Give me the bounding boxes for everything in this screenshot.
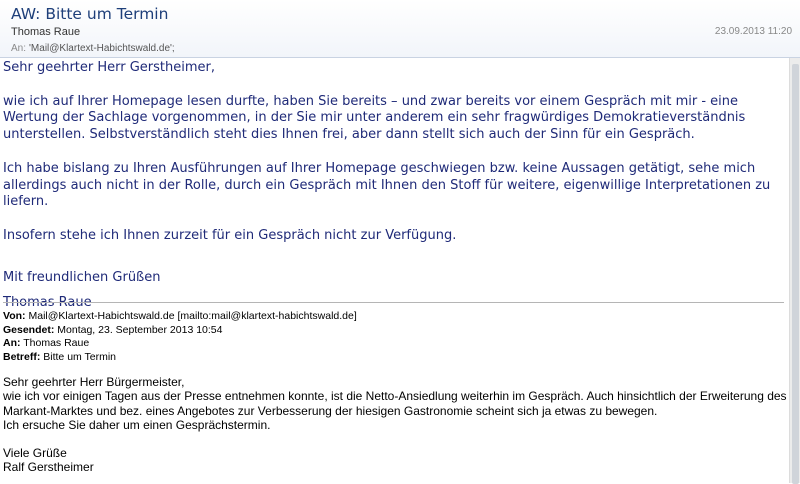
message-subject: AW: Bitte um Termin — [11, 5, 169, 23]
reply-paragraph: wie ich auf Ihrer Homepage lesen durfte, haben Sie bereits – und zwar bereits vor einem Gespräch mit mir - eine Wertung der Sachlage vorgenommen, in der Sie mir unter anderem ein sehr fragwürdiges Demokratieverständnis unterstellen. Selbstverständlich steht dies Ihnen frei, aber dann stellt sich auch der Sinn für ein Gespräch. — [3, 93, 746, 143]
quoted-greeting: Sehr geehrter Herr Bürgermeister, — [3, 375, 185, 389]
reply-greeting: Sehr geehrter Herr Gerstheimer, — [3, 60, 216, 75]
reply-paragraph: Ich habe bislang zu Ihren Ausführungen auf Ihrer Homepage geschwiegen bzw. keine Aussagen getätigt, sehe mich allerdings auch nicht in der Rolle, durch ein Gespräch mit Ihnen den Stoff für weitere, eigenwillige Interpretationen zu liefern. — [3, 160, 771, 210]
quoted-line: wie ich vor einigen Tagen aus der Presse entnehmen konnte, ist die Netto-Ansiedlung weiterhin im Gespräch. Auch hinsichtlich der Erweiterung des Markant-Marktes und bez. eines Angebotes zur Verbesserung der hiesigen Gastronomie scheint sich ja etwas zu bewegen. — [3, 389, 787, 418]
quoted-from-row — [3, 310, 357, 324]
reply-signature: Thomas Raue — [3, 295, 92, 311]
quoted-from-label: Von: — [3, 310, 26, 322]
quoted-to-row — [3, 337, 357, 351]
reply-closing: Mit freundlichen Grüßen — [3, 269, 161, 285]
quoted-body — [3, 375, 793, 475]
reply-paragraph: Insofern stehe ich Ihnen zurzeit für ein Gespräch nicht zur Verfügung. — [3, 227, 457, 243]
quoted-line: Ich ersuche Sie daher um einen Gesprächstermin. — [3, 417, 271, 432]
quote-divider — [3, 302, 784, 303]
reply-body — [3, 60, 773, 312]
scrollbar-thumb[interactable] — [792, 64, 799, 484]
message-sender[interactable]: Thomas Raue — [11, 26, 81, 38]
quoted-sent-label: Gesendet: — [3, 323, 55, 336]
quoted-subject-label: Betreff: — [3, 350, 41, 363]
recipient-row — [11, 43, 175, 54]
quoted-to-value: Thomas Raue — [23, 337, 90, 349]
quoted-subject-row — [3, 351, 357, 365]
quoted-to-label: An: — [3, 337, 21, 349]
vertical-scrollbar[interactable] — [789, 58, 800, 483]
message-date: 23.09.2013 11:20 — [714, 26, 792, 37]
quoted-closing: Viele Grüße — [3, 446, 67, 461]
quoted-sent-value: Montag, 23. September 2013 10:54 — [57, 323, 223, 336]
quoted-from-value[interactable]: Mail@Klartext-Habichtswald.de [mailto:mail@klartext-habichtswald.de] — [28, 310, 357, 322]
quoted-signature: Ralf Gerstheimer — [3, 460, 94, 475]
quoted-header — [3, 310, 357, 364]
recipient-address[interactable]: 'Mail@Klartext-Habichtswald.de'; — [29, 43, 175, 54]
quoted-sent-row — [3, 324, 357, 338]
message-header — [0, 0, 800, 58]
quoted-subject-value: Bitte um Termin — [43, 350, 117, 363]
recipient-label: An: — [11, 43, 27, 54]
